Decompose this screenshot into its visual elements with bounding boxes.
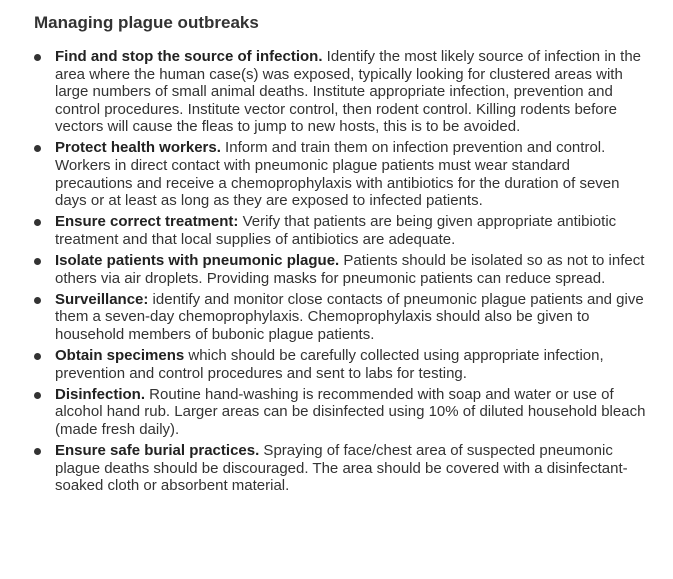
list-item bbox=[34, 139, 651, 209]
bullet-icon bbox=[34, 297, 41, 304]
section-heading: Managing plague outbreaks bbox=[34, 13, 259, 32]
item-lead: Disinfection. bbox=[55, 385, 146, 403]
guidance-list bbox=[34, 48, 651, 495]
item-body: Spraying of face/chest area of suspected pneumonic plague deaths should be discouraged. The area should be covered with a disinfectant-soaked cloth or absorbent material. bbox=[55, 441, 628, 495]
item-body: Identify the most likely source of infection in the area where the human case(s) was exposed, typically looking for clustered areas with large numbers of small animal deaths. Institute appropriate infection, prevention and control procedures. Institute vector control, then rodent control. Killing rodents before vectors will cause the fleas to jump to new hosts, this is to be avoided. bbox=[55, 48, 642, 136]
bullet-icon bbox=[34, 392, 41, 399]
list-item bbox=[34, 386, 651, 439]
item-lead: Obtain specimens bbox=[55, 347, 185, 364]
list-item bbox=[34, 442, 651, 495]
item-body: Verify that patients are being given appropriate antibiotic treatment and that local supplies of antibiotics are adequate. bbox=[55, 213, 617, 248]
item-lead: Surveillance: bbox=[55, 290, 149, 308]
list-item bbox=[34, 48, 651, 136]
bullet-icon bbox=[34, 353, 41, 360]
list-item bbox=[34, 347, 651, 382]
bullet-icon bbox=[34, 145, 41, 152]
list-item bbox=[34, 213, 651, 248]
item-lead: Ensure safe burial practices. bbox=[55, 441, 260, 459]
bullet-icon bbox=[34, 448, 41, 455]
item-body: Routine hand-washing is recommended with soap and water or use of alcohol hand rub. Larger areas can be disinfected using 10% of diluted household bleach (made fresh daily). bbox=[55, 385, 646, 438]
list-item bbox=[34, 252, 651, 287]
item-body: identify and monitor close contacts of pneumonic plague patients and give them a seven-day chemoprophylaxis. Chemoprophylaxis should also be given to household members of bubonic plague patients. bbox=[55, 290, 644, 343]
bullet-icon bbox=[34, 219, 41, 226]
item-body: Inform and train them on infection prevention and control. Workers in direct contact with pneumonic plague patients must wear standard precautions and receive a chemoprophylaxis with antibiotics for the duration of seven days or at least as long as they are exposed to infected patients. bbox=[55, 139, 620, 210]
bullet-icon bbox=[34, 258, 41, 265]
item-lead: Isolate patients with pneumonic plague. bbox=[55, 252, 340, 270]
item-lead: Find and stop the source of infection. bbox=[55, 48, 323, 65]
bullet-icon bbox=[34, 54, 41, 61]
item-body: which should be carefully collected using appropriate infection, prevention and control procedures and sent to labs for testing. bbox=[55, 347, 604, 382]
list-item bbox=[34, 291, 651, 344]
item-body: Patients should be isolated so as not to infect others via air droplets. Providing masks for pneumonic patients can reduce spread. bbox=[55, 252, 645, 287]
item-lead: Protect health workers. bbox=[55, 139, 221, 157]
item-lead: Ensure correct treatment: bbox=[55, 213, 239, 231]
